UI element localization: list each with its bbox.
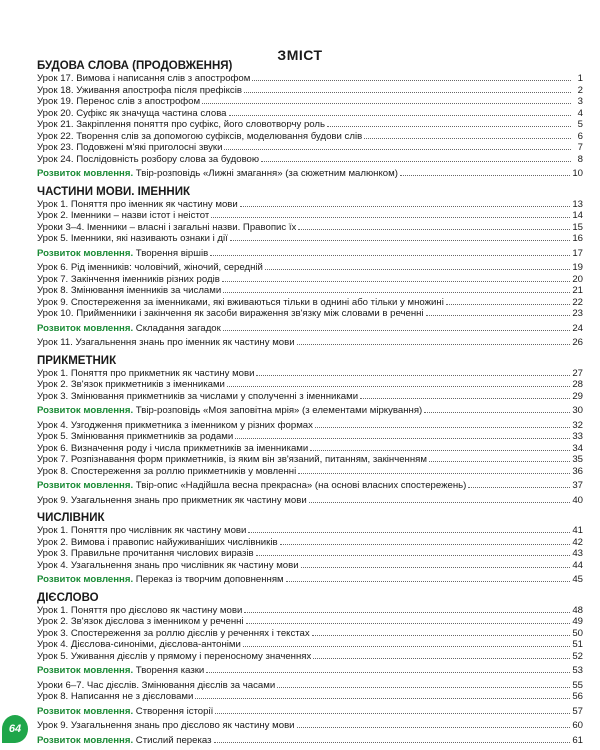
entry-page-number: 48 [572,604,583,616]
dot-leader [468,487,570,488]
entry-text: Урок 9. Узагальнення знань про дієслово як частину мови [37,720,295,731]
speech-development-label: Розвиток мовлення. [37,705,134,717]
dot-leader [265,269,570,270]
entry-page-number: 7 [577,142,583,153]
speech-development-entry[interactable] [37,574,583,586]
entry-page-number: 34 [572,442,583,454]
lesson-entry[interactable] [37,720,583,732]
entry-title: Твір-опис «Надійшла весна прекрасна» (на основі власних спостережень) [135,480,467,491]
entry-title: Переказ із творчим доповненням [135,574,284,585]
entry-page-number: 61 [572,734,583,746]
dot-leader [223,330,570,331]
entry-text: Уроки 6–7. Час дієслів. Змінювання дієслів за часами [37,679,276,691]
dot-leader [224,149,571,150]
speech-development-label: Розвиток мовлення. [37,322,134,334]
entry-page-number: 60 [572,720,583,731]
speech-development-label: Розвиток мовлення. [37,480,134,491]
entry-text [37,405,422,417]
lesson-entry[interactable] [37,691,583,703]
entry-page-number: 14 [572,210,583,221]
lesson-entry[interactable] [37,537,583,549]
entry-title: Складання загадок [135,322,221,334]
page-title: ЗМІСТ [277,47,323,63]
speech-development-label: Розвиток мовлення. [37,247,134,259]
entry-text: Урок 24. Послідовність розбору слова за будовою [37,153,260,165]
entry-text: Урок 2. Іменники – назви істот і неістот [37,210,210,221]
dot-leader [211,217,570,218]
entry-text: Урок 18. Уживання апострофа після префіксів [37,84,242,96]
entry-page-number: 13 [572,198,583,210]
entry-text: Урок 6. Визначення роду і числа прикметників за іменниками [37,442,309,454]
speech-development-entry[interactable] [37,735,583,747]
lesson-entry[interactable] [37,466,583,478]
dot-leader [364,138,571,139]
lesson-entry[interactable] [37,420,583,432]
entry-page-number: 40 [572,494,583,506]
lesson-entry[interactable] [37,308,583,320]
entry-page-number: 44 [572,559,583,571]
entry-page-number: 3 [577,96,583,107]
lesson-entry[interactable] [37,142,583,154]
dot-leader [227,386,570,387]
entry-title: Твір-розповідь «Лижні змагання» (за сюжетним малюнком) [135,168,398,179]
lesson-entry[interactable] [37,222,583,234]
lesson-entry[interactable] [37,616,583,628]
dot-leader [243,646,570,647]
entry-page-number: 26 [572,337,583,348]
lesson-entry[interactable] [37,628,583,640]
lesson-entry[interactable] [37,379,583,391]
lesson-entry[interactable] [37,199,583,211]
entry-page-number: 27 [572,367,583,379]
entry-text: Урок 11. Узагальнення знань про іменник як частину мови [37,337,295,348]
entry-text: Урок 2. Вимова і правопис найуживаніших числівників [37,536,278,548]
speech-development-label: Розвиток мовлення. [37,574,134,585]
entry-page-number: 56 [572,691,583,702]
dot-leader [446,304,571,305]
lesson-entry[interactable] [37,337,583,349]
entry-title: Творення віршів [135,247,209,259]
entry-page-number: 50 [572,627,583,639]
dot-leader [298,229,570,230]
speech-development-entry[interactable] [37,706,583,718]
entry-page-number: 21 [572,285,583,296]
entry-page-number: 22 [572,296,583,308]
entry-text: Уроки 3–4. Іменники – власні і загальні назви. Правопис їх [37,221,297,233]
entry-page-number: 17 [572,247,583,259]
lesson-entry[interactable] [37,262,583,274]
entry-title: Створення історії [135,705,214,717]
dot-leader [240,206,571,207]
dot-leader [277,687,570,688]
entry-page-number: 55 [572,679,583,691]
dot-leader [252,80,571,81]
entry-text: Урок 10. Прийменники і закінчення як засоби вираження зв'язку між словами в реченні [37,308,424,319]
entry-text: Урок 1. Поняття про дієслово як частину мови [37,604,243,616]
entry-text: Урок 3. Змінювання прикметників за числами у сполученні з іменниками [37,390,359,402]
lesson-entry[interactable] [37,119,583,131]
entry-page-number: 23 [572,308,583,319]
dot-leader [222,281,571,282]
entry-page-number: 29 [572,390,583,402]
lesson-entry[interactable] [37,154,583,166]
dot-leader [256,555,571,556]
entry-page-number: 42 [572,536,583,548]
dot-leader [223,292,570,293]
dot-leader [297,344,571,345]
entry-page-number: 28 [572,379,583,390]
dot-leader [315,427,570,428]
lesson-entry[interactable] [37,131,583,143]
entry-text [37,168,398,180]
dot-leader [301,567,571,568]
lesson-entry[interactable] [37,391,583,403]
entry-page-number: 35 [572,454,583,465]
dot-leader [202,103,571,104]
entry-title: Творення казки [135,665,205,676]
entry-text: Урок 5. Іменники, які називають ознаки і дії [37,233,228,244]
dot-leader [244,92,571,93]
speech-development-entry[interactable] [37,323,583,335]
entry-page-number: 43 [572,548,583,559]
entry-page-number: 8 [577,153,583,165]
entry-page-number: 10 [572,168,583,179]
entry-text: Урок 9. Узагальнення знань про прикметник як частину мови [37,494,307,506]
entry-page-number: 19 [572,262,583,273]
speech-development-entry[interactable] [37,248,583,260]
dot-leader [310,450,570,451]
dot-leader [235,438,570,439]
lesson-entry[interactable] [37,431,583,443]
entry-title: Твір-розповідь «Моя заповітна мрія» (з елементами міркування) [135,405,423,416]
lesson-entry[interactable] [37,85,583,97]
dot-leader [206,672,570,673]
lesson-entry[interactable] [37,233,583,245]
dot-leader [360,398,570,399]
speech-development-entry[interactable] [37,405,583,417]
lesson-entry[interactable] [37,297,583,309]
dot-leader [313,658,570,659]
entry-text: Урок 5. Змінювання прикметників за родами [37,431,234,442]
entry-page-number: 37 [572,480,583,491]
dot-leader [214,742,571,743]
section-title: ЧАСТИНИ МОВИ. ІМЕННИК [37,185,190,198]
lesson-entry[interactable] [37,651,583,663]
dot-leader [309,502,571,503]
speech-development-label: Розвиток мовлення. [37,665,134,676]
entry-text: Урок 8. Спостереження за роллю прикметників у мовленні [37,465,297,477]
lesson-entry[interactable] [37,560,583,572]
lesson-entry[interactable] [37,285,583,297]
section-title: БУДОВА СЛОВА (ПРОДОВЖЕННЯ) [37,60,233,72]
speech-development-entry[interactable] [37,168,583,180]
lesson-entry[interactable] [37,639,583,651]
entry-text: Урок 1. Поняття про прикметник як частину мови [37,367,255,379]
entry-text: Урок 9. Спостереження за іменниками, які вживаються тільки в однині або тільки у множині [37,296,444,308]
speech-development-entry[interactable] [37,665,583,677]
entry-text: Урок 1. Поняття про числівник як частину мови [37,525,247,536]
section-title: ЧИСЛІВНИК [37,512,105,524]
dot-leader [426,315,571,316]
entry-text: Урок 22. Творення слів за допомогою суфіксів, моделювання будови слів [37,130,363,142]
dot-leader [297,727,571,728]
lesson-entry[interactable] [37,274,583,286]
entry-page-number: 1 [577,73,583,84]
entry-page-number: 16 [572,233,583,244]
lesson-entry[interactable] [37,108,583,120]
entry-text: Урок 23. Подовжені м'які приголосні звуки [37,142,223,153]
lesson-entry[interactable] [37,73,583,85]
dot-leader [327,126,571,127]
dot-leader [298,473,570,474]
lesson-entry[interactable] [37,680,583,692]
dot-leader [261,161,571,162]
lesson-entry[interactable] [37,443,583,455]
entry-text: Урок 8. Написання не з дієсловами [37,691,194,702]
entry-text: Урок 1. Поняття про іменник як частину мови [37,198,238,210]
entry-page-number: 41 [572,525,583,536]
entry-page-number: 36 [572,465,583,477]
entry-text: Урок 4. Узагальнення знань про числівник як частину мови [37,559,299,571]
dot-leader [246,623,571,624]
dot-leader [248,532,570,533]
lesson-entry[interactable] [37,525,583,537]
entry-page-number: 15 [572,221,583,233]
entry-text: Урок 6. Рід іменників: чоловічий, жіночий, середній [37,262,263,273]
lesson-entry[interactable] [37,96,583,108]
dot-leader [244,612,570,613]
page-number-badge: 64 [2,715,28,743]
lesson-entry[interactable] [37,210,583,222]
lesson-entry[interactable] [37,368,583,380]
entry-text [37,574,284,586]
entry-text: Урок 5. Уживання дієслів у прямому і переносному значеннях [37,650,312,662]
entry-page-number: 53 [572,665,583,676]
entry-page-number: 32 [572,419,583,431]
lesson-entry[interactable] [37,605,583,617]
entry-text: Урок 20. Суфікс як значуща частина слова [37,107,227,119]
entry-page-number: 49 [572,616,583,627]
entry-text: Урок 8. Змінювання іменників за числами [37,285,222,296]
entry-page-number: 6 [577,130,583,142]
entry-text [37,323,221,335]
dot-leader [429,461,570,462]
entry-text: Урок 4. Узгодження прикметника з іменником у різних формах [37,419,313,431]
dot-leader [195,698,570,699]
entry-text: Урок 2. Зв'язок прикметників з іменниками [37,379,225,390]
entry-text [37,480,466,492]
entry-text [37,665,204,677]
entry-text [37,248,208,260]
entry-text: Урок 4. Дієслова-синоніми, дієслова-антоніми [37,639,241,650]
dot-leader [286,581,571,582]
entry-page-number: 33 [572,431,583,442]
dot-leader [210,255,570,256]
speech-development-entry[interactable] [37,480,583,492]
dot-leader [230,240,571,241]
entry-page-number: 57 [572,705,583,717]
speech-development-label: Розвиток мовлення. [37,405,134,416]
dot-leader [400,175,570,176]
entry-text: Урок 7. Розпізнавання форм прикметників, із яким він зв'язаний, питанням, закінченням [37,454,427,465]
entry-text: Урок 7. Закінчення іменників різних родів [37,273,220,285]
dot-leader [256,375,570,376]
section-title: ПРИКМЕТНИК [37,354,117,367]
dot-leader [215,713,570,714]
entry-text: Урок 17. Вимова і написання слів з апострофом [37,73,251,84]
entry-text: Урок 3. Правильне прочитання числових виразів [37,548,254,559]
entry-text: Урок 2. Зв'язок дієслова з іменником у реченні [37,616,244,627]
entry-text: Урок 21. Закріплення поняття про суфікс, його словотворчу роль [37,119,326,130]
entry-page-number: 5 [577,119,583,130]
lesson-entry[interactable] [37,454,583,466]
dot-leader [229,115,571,116]
entry-text: Урок 19. Перенос слів з апострофом [37,96,201,107]
entry-text [37,735,212,747]
entry-page-number: 20 [572,273,583,285]
entry-page-number: 4 [577,107,583,119]
lesson-entry[interactable] [37,495,583,507]
speech-development-label: Розвиток мовлення. [37,168,134,179]
dot-leader [424,412,570,413]
entry-page-number: 2 [577,84,583,96]
dot-leader [312,635,571,636]
entry-page-number: 52 [572,650,583,662]
entry-page-number: 45 [572,574,583,585]
entry-page-number: 30 [572,405,583,416]
entry-title: Стислий переказ [135,734,212,746]
dot-leader [280,544,571,545]
entry-page-number: 24 [572,322,583,334]
entry-text: Урок 3. Спостереження за роллю дієслів у реченнях і текстах [37,627,310,639]
lesson-entry[interactable] [37,548,583,560]
speech-development-label: Розвиток мовлення. [37,734,134,746]
entry-text [37,706,213,718]
section-title: ДІЄСЛОВО [37,591,99,604]
entry-page-number: 51 [572,639,583,650]
table-of-contents [37,60,583,749]
